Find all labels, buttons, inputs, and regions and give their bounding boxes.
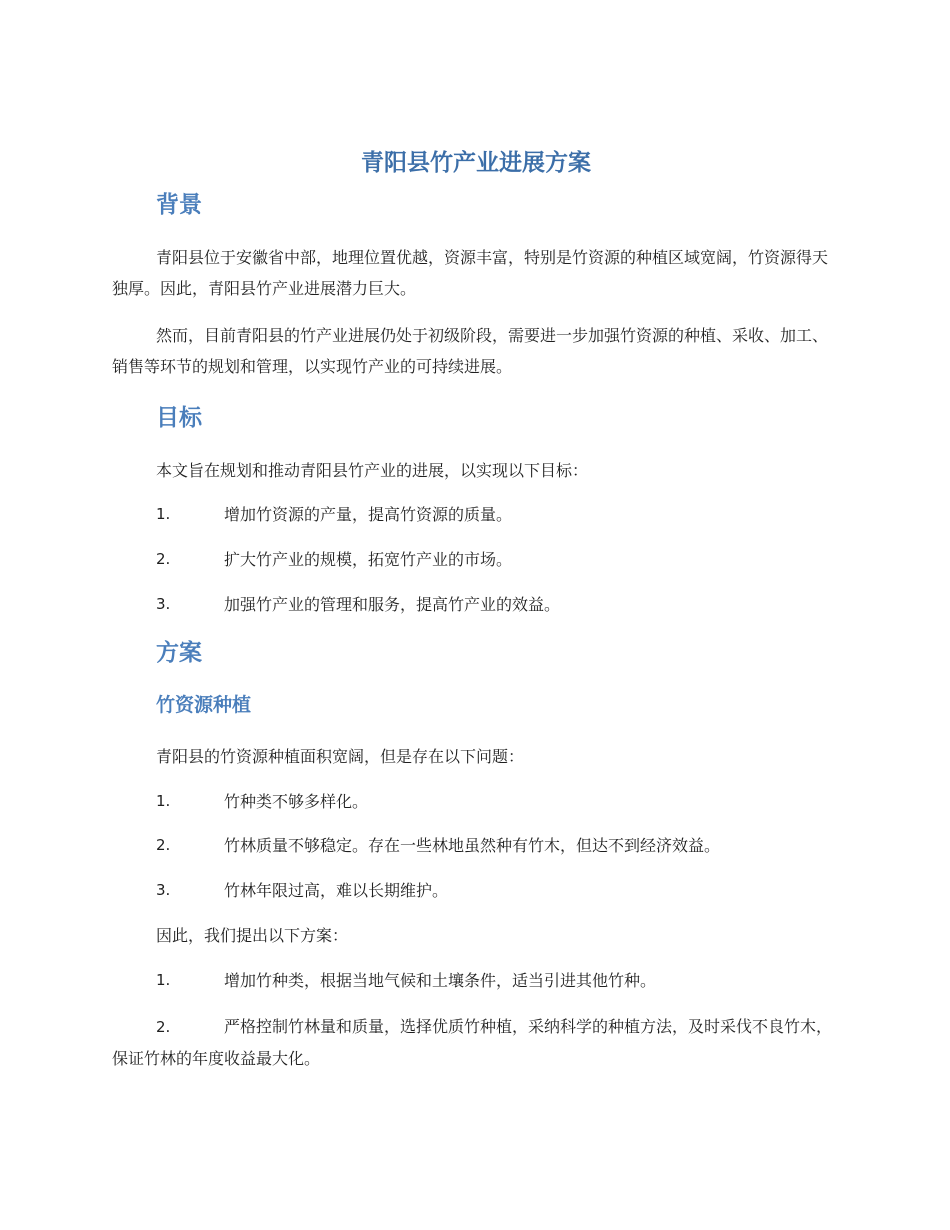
list-text: 严格控制竹林量和质量，选择优质竹种植，采纳科学的种植方法，及时采伐不良竹木，保证竹林的年度收益最大化。	[112, 1017, 833, 1068]
solutions-intro: 因此，我们提出以下方案：	[156, 926, 349, 945]
background-paragraph-1: 青阳县位于安徽省中部，地理位置优越，资源丰富，特别是竹资源的种植区域宽阔，竹资源得天独厚。因此，青阳县竹产业进展潜力巨大。	[112, 248, 829, 298]
subheading-planting: 竹资源种植	[156, 694, 252, 716]
planting-intro: 青阳县的竹资源种植面积宽阔，但是存在以下问题：	[156, 747, 525, 766]
list-item	[156, 589, 840, 620]
list-number: 2.	[156, 1018, 171, 1036]
list-text: 增加竹资源的产量，提高竹资源的质量。	[224, 505, 513, 524]
list-item	[156, 830, 840, 861]
list-number: 1.	[156, 971, 171, 989]
list-item	[156, 965, 840, 996]
goals-intro: 本文旨在规划和推动青阳县竹产业的进展，以实现以下目标：	[156, 461, 589, 480]
list-text: 竹林质量不够稳定。存在一些林地虽然种有竹木，但达不到经济效益。	[224, 836, 721, 855]
list-number: 3.	[156, 595, 171, 613]
list-number: 1.	[156, 792, 171, 810]
heading-goals: 目标	[156, 405, 202, 431]
heading-plan: 方案	[156, 640, 202, 666]
list-text: 竹林年限过高，难以长期维护。	[224, 881, 449, 900]
list-number: 2.	[156, 836, 171, 854]
list-item	[156, 875, 840, 906]
list-number: 2.	[156, 550, 171, 568]
list-item	[156, 499, 840, 530]
heading-background: 背景	[156, 192, 202, 218]
list-number: 1.	[156, 505, 171, 523]
list-text: 加强竹产业的管理和服务，提高竹产业的效益。	[224, 595, 561, 614]
document-title: 青阳县竹产业进展方案	[361, 150, 591, 176]
list-item	[156, 544, 840, 575]
list-text: 扩大竹产业的规模，拓宽竹产业的市场。	[224, 550, 513, 569]
list-text: 竹种类不够多样化。	[224, 792, 369, 811]
list-text: 增加竹种类，根据当地气候和土壤条件，适当引进其他竹种。	[224, 971, 657, 990]
list-number: 3.	[156, 881, 171, 899]
list-item	[156, 786, 840, 817]
list-item	[112, 1011, 840, 1074]
background-paragraph-2: 然而，目前青阳县的竹产业进展仍处于初级阶段，需要进一步加强竹资源的种植、采收、加工、销售等环节的规划和管理，以实现竹产业的可持续进展。	[112, 326, 829, 376]
